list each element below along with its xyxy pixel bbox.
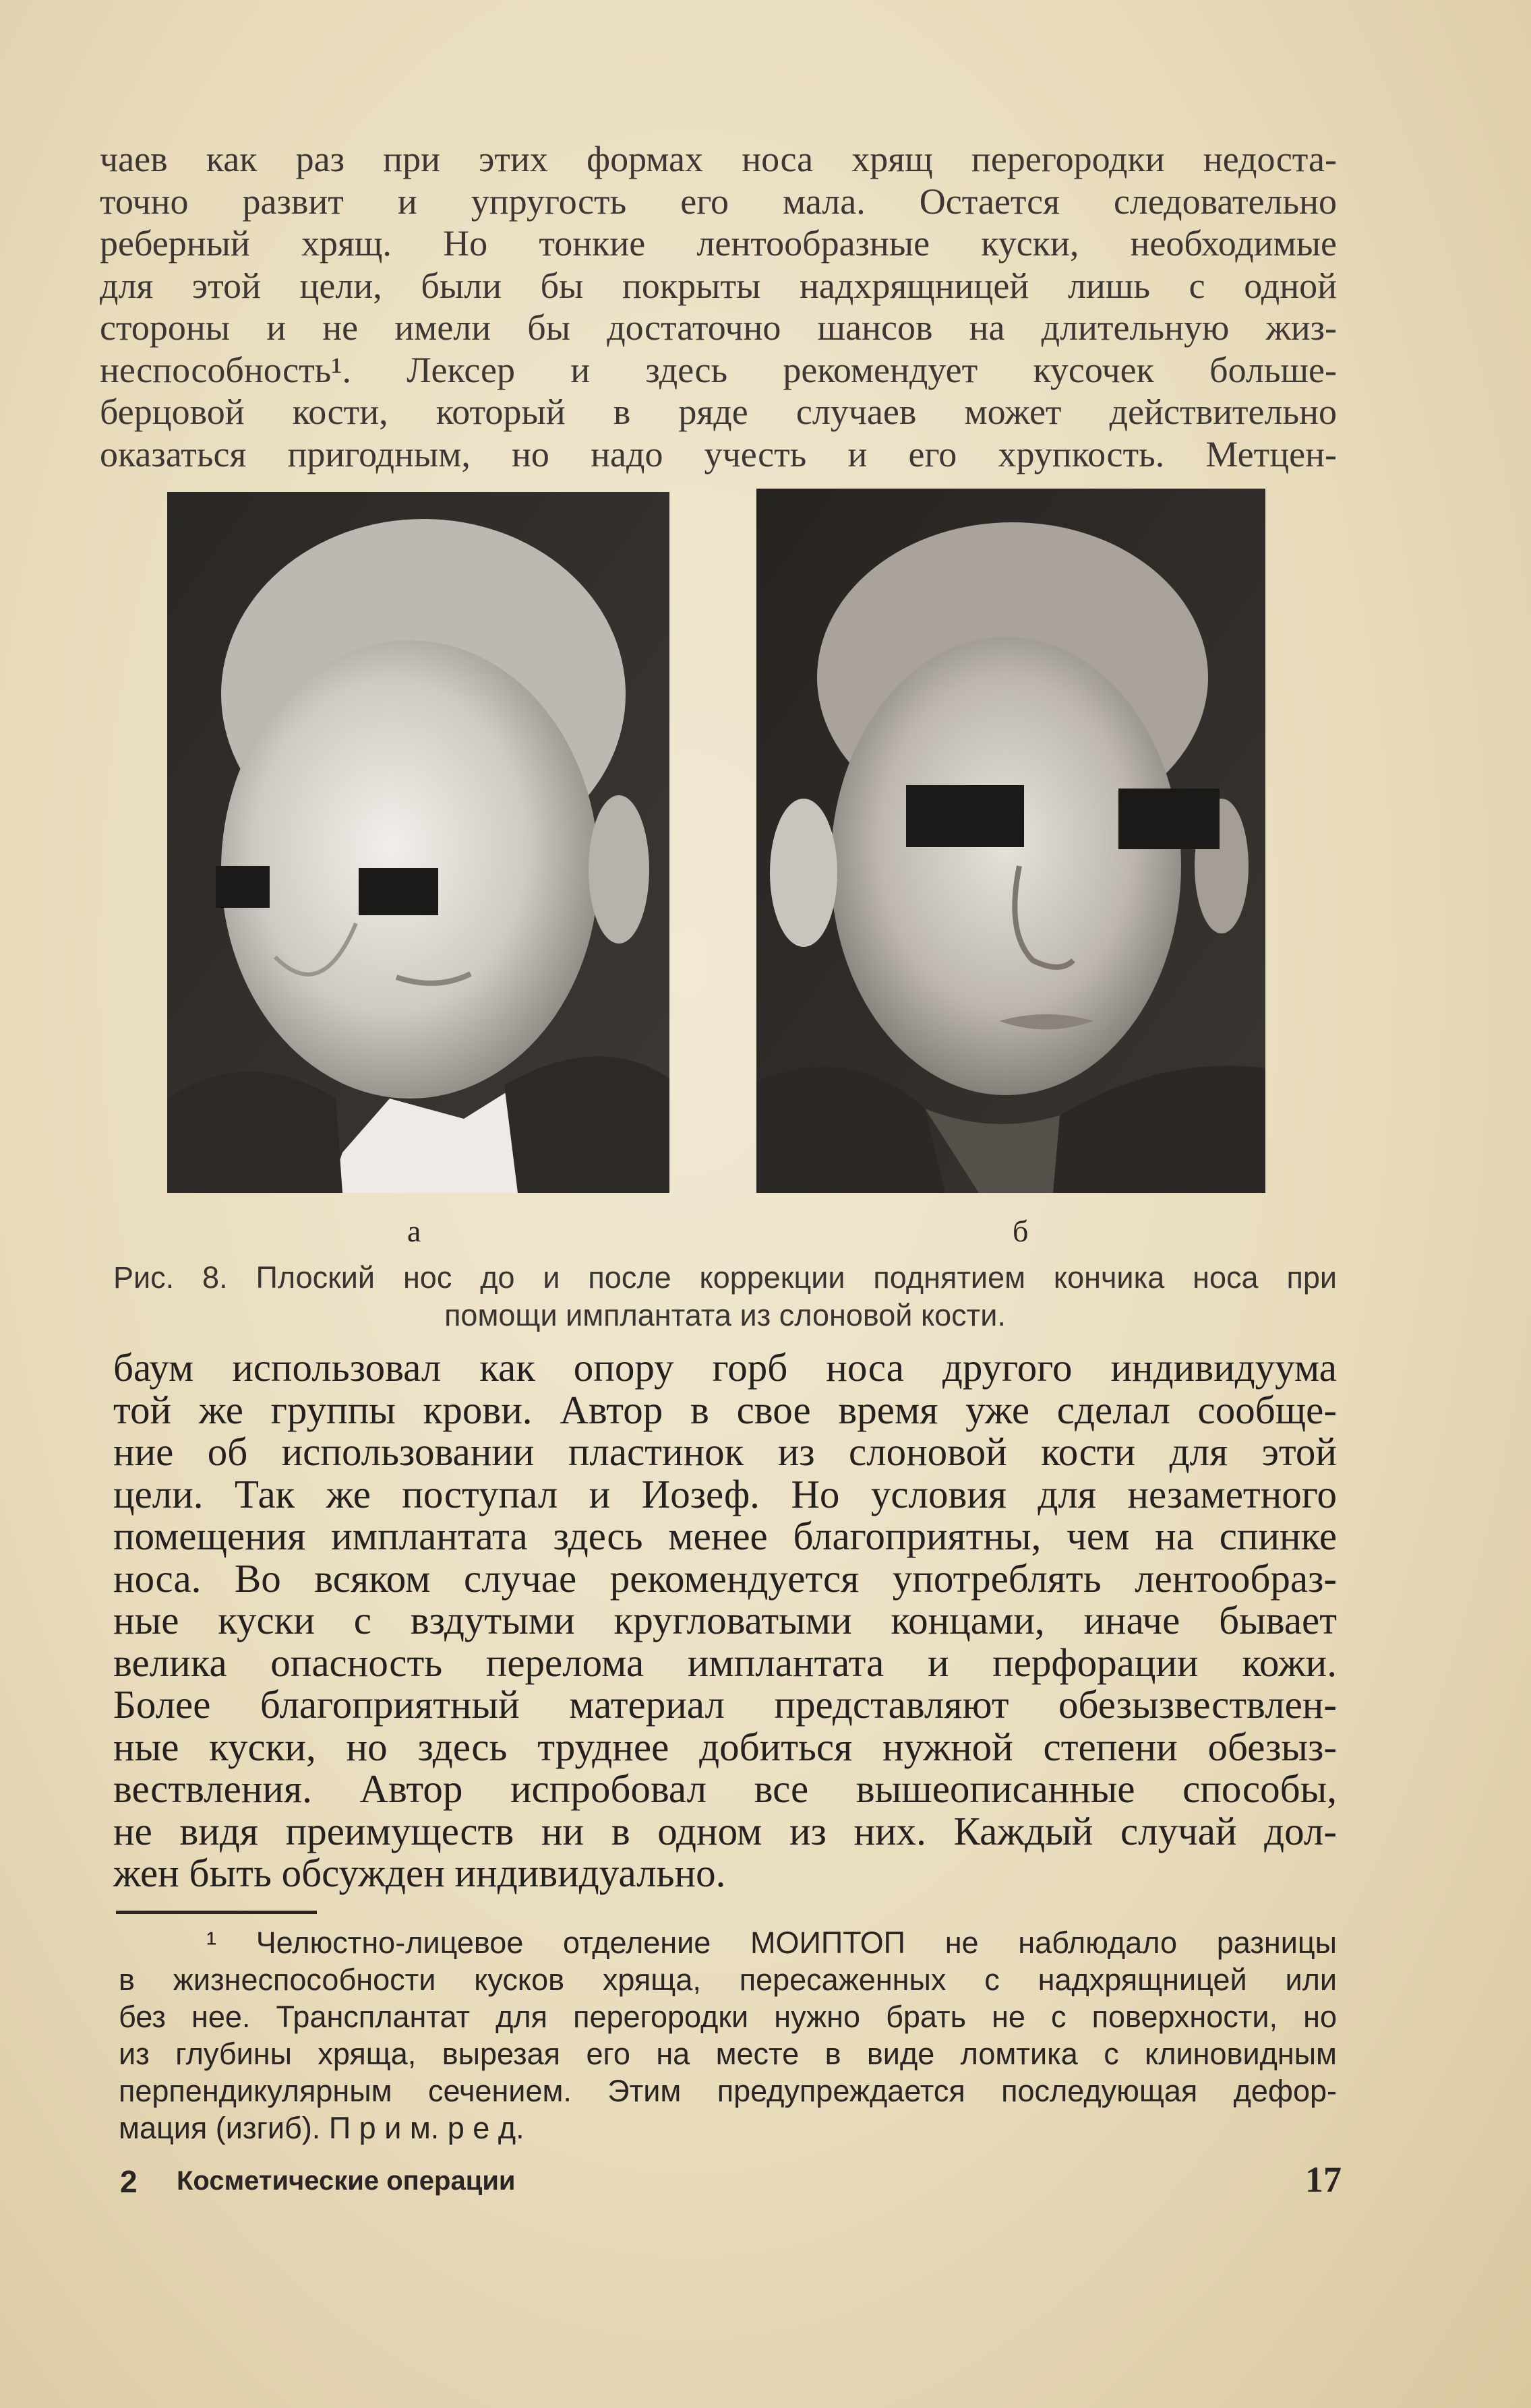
text-line: чаев как раз при этих формах носа хрящ перегородки недоста- [100, 139, 1337, 179]
text-line: той же группы крови. Автор в свое время уже сделал сообще- [113, 1387, 1337, 1432]
footnote-line: из глубины хряща, вырезая его на месте в виде ломтика с клиновидным [119, 2037, 1337, 2071]
text-line: баум использовал как опору горб носа другого индивидуума [113, 1345, 1337, 1390]
text-line: точно развит и упругость его мала. Остается следовательно [100, 181, 1337, 222]
text-line: цели. Так же поступал и Иозеф. Но условия для незаметного [113, 1471, 1337, 1516]
footnote [119, 1924, 1337, 2147]
portrait-boy-after [756, 489, 1265, 1193]
text-line: для этой цели, были бы покрыты надхрящницей лишь с одной [100, 265, 1337, 306]
footnote-line: мация (изгиб). П р и м. р е д. [119, 2111, 524, 2145]
figure-label-a: а [407, 1214, 421, 1248]
eye-censor-bar-left [216, 866, 270, 908]
signature-number: 2 [120, 2164, 138, 2199]
text-line: ные куски с вздутыми кругловатыми концами, иначе бывает [113, 1598, 1337, 1642]
text-line: носа. Во всяком случае рекомендуется употреблять лентообраз- [113, 1555, 1337, 1601]
portrait-boy-before [167, 492, 669, 1193]
text-line: неспособность¹. Лексер и здесь рекомендует кусочек больше- [100, 349, 1337, 390]
footnote-line: без нее. Трансплантат для перегородки нужно брать не с поверхности, но [119, 2000, 1337, 2034]
main-paragraph [113, 1347, 1337, 1894]
text-line: ние об использовании пластинок из слоновой кости для этой [113, 1429, 1337, 1474]
text-line: оказаться пригодным, но надо учесть и его хрупкость. Метцен- [100, 433, 1337, 474]
caption-line: Рис. 8. Плоский нос до и после коррекции поднятием кончика носа при [113, 1260, 1337, 1295]
figure-label-b: б [1013, 1214, 1029, 1248]
eye-censor-bar-left [906, 785, 1024, 847]
text-line: велика опасность перелома имплантата и перфорации кожи. [113, 1640, 1337, 1685]
footnote-line: ¹ Челюстно-лицевое отделение МОИПТОП не наблюдало разницы [206, 1925, 1337, 1960]
text-line: стороны и не имели бы достаточно шансов на длительную жиз- [100, 307, 1337, 348]
footnote-divider [116, 1911, 317, 1914]
text-line: помещения имплантата здесь менее благоприятны, чем на спинке [113, 1514, 1337, 1558]
top-paragraph [100, 138, 1337, 475]
footnote-line: перпендикулярным сечением. Этим предупреждается последующая дефор- [119, 2074, 1337, 2108]
text-line: берцовой кости, который в ряде случаев может действительно [100, 392, 1337, 432]
text-line: не видя преимуществ ни в одном из них. Каждый случай дол- [113, 1808, 1337, 1853]
text-line: вествления. Автор испробовал все вышеописанные способы, [113, 1766, 1337, 1811]
text-line: ные куски, но здесь труднее добиться нужной степени обезыз- [113, 1724, 1337, 1769]
footnote-line: в жизнеспособности кусков хряща, пересаженных с надхрящницей или [119, 1963, 1337, 1997]
caption-line: помощи имплантата из слоновой кости. [444, 1298, 1006, 1332]
photo-after-correction [756, 489, 1265, 1193]
eye-censor-bar-right [1118, 789, 1220, 849]
figure-caption [113, 1259, 1337, 1334]
text-line: Более благоприятный материал представляют обезызвествлен- [113, 1682, 1337, 1727]
photo-before-correction [167, 492, 669, 1193]
text-line: реберный хрящ. Но тонкие лентообразные куски, необходимые [100, 223, 1337, 264]
running-footer-title: Косметические операции [177, 2166, 516, 2196]
text-line: жен быть обсужден индивидуально. [113, 1851, 726, 1895]
eye-censor-bar-right [359, 868, 438, 915]
page-number: 17 [1305, 2159, 1342, 2200]
